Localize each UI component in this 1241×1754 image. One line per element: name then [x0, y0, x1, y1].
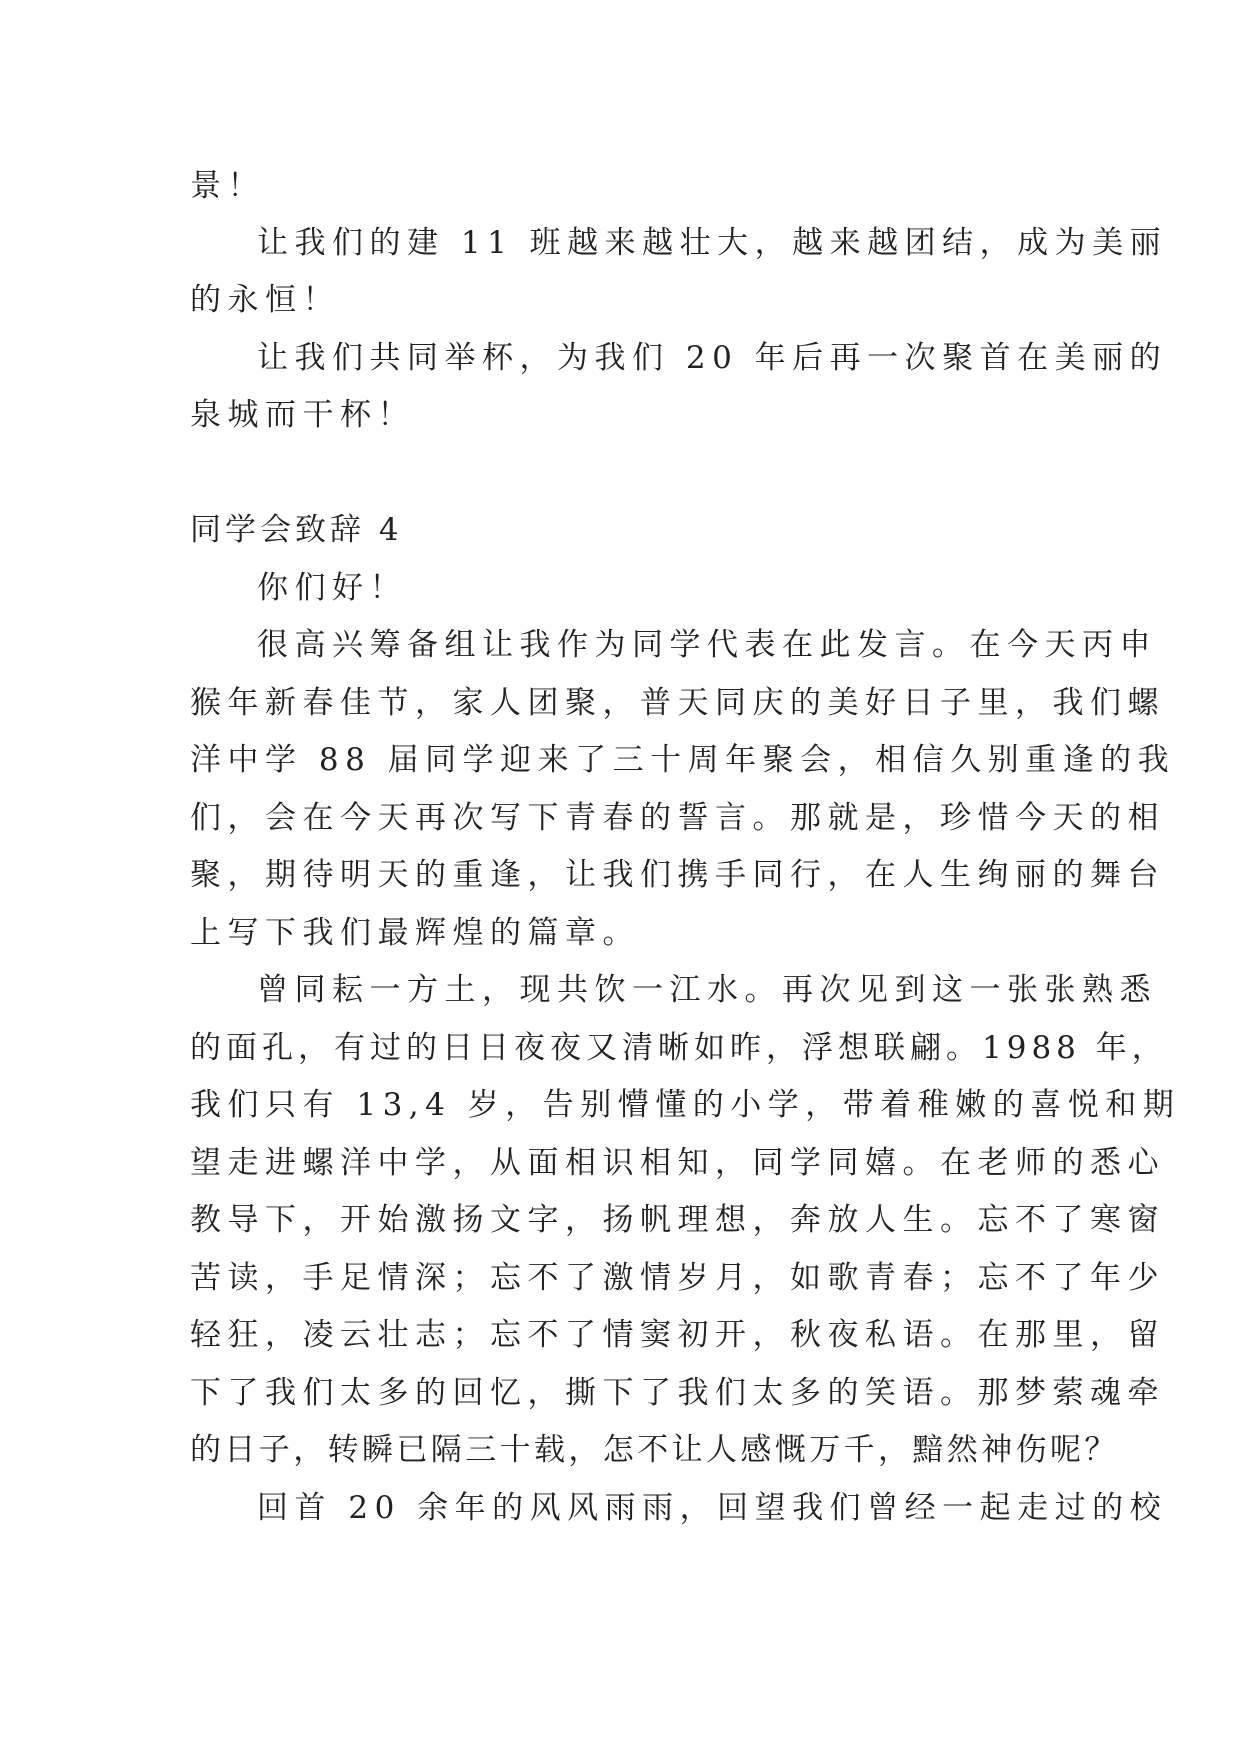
text-line: 我们只有 13,4 岁，告别懵懂的小学，带着稚嫩的喜悦和期: [190, 1087, 1181, 1123]
text-line: 的永恒！: [190, 282, 340, 318]
text-line: 苦读，手足情深；忘不了激情岁月，如歌青春；忘不了年少: [190, 1260, 1165, 1296]
paragraph-line: 回首 20 余年的风风雨雨，回望我们曾经一起走过的校: [257, 1490, 1168, 1526]
text-line: 猴年新春佳节，家人团聚，普天同庆的美好日子里，我们螺: [190, 685, 1165, 721]
text-line: 泉城而干杯！: [190, 397, 415, 433]
paragraph-line: 曾同耘一方土，现共饮一江水。再次见到这一张张熟悉: [257, 972, 1157, 1008]
paragraph-line: 让我们的建 11 班越来越壮大，越来越团结，成为美丽: [257, 225, 1168, 261]
text-line: 的面孔，有过的日日夜夜又清晰如昨，浮想联翩。1988 年，: [190, 1030, 1168, 1066]
text-line: 望走进螺洋中学，从面相识相知，同学同嬉。在老师的悉心: [190, 1145, 1165, 1181]
text-line: 上写下我们最辉煌的篇章。: [190, 915, 640, 951]
text-line: 轻狂，凌云壮志；忘不了情窦初开，秋夜私语。在那里，留: [190, 1317, 1165, 1353]
text-line: 景！: [190, 168, 265, 204]
text-line: 教导下，开始激扬文字，扬帆理想，奔放人生。忘不了寒窗: [190, 1202, 1165, 1238]
text-line: 们，会在今天再次写下青春的誓言。那就是，珍惜今天的相: [190, 800, 1165, 836]
text-line: 的日子，转瞬已隔三十载，怎不让人感慨万千，黯然神伤呢？: [190, 1432, 1119, 1468]
paragraph-line: 很高兴筹备组让我作为同学代表在此发言。在今天丙申: [257, 627, 1157, 663]
text-line: 洋中学 88 届同学迎来了三十周年聚会，相信久别重逢的我: [190, 742, 1176, 778]
paragraph-line: 让我们共同举杯，为我们 20 年后再一次聚首在美丽的: [257, 340, 1168, 376]
text-line: 聚，期待明天的重逢，让我们携手同行，在人生绚丽的舞台: [190, 857, 1165, 893]
section-heading: 同学会致辞 4: [190, 512, 403, 548]
greeting-line: 你们好！: [257, 570, 407, 606]
text-line: 下了我们太多的回忆，撕下了我们太多的笑语。那梦萦魂牵: [190, 1375, 1165, 1411]
